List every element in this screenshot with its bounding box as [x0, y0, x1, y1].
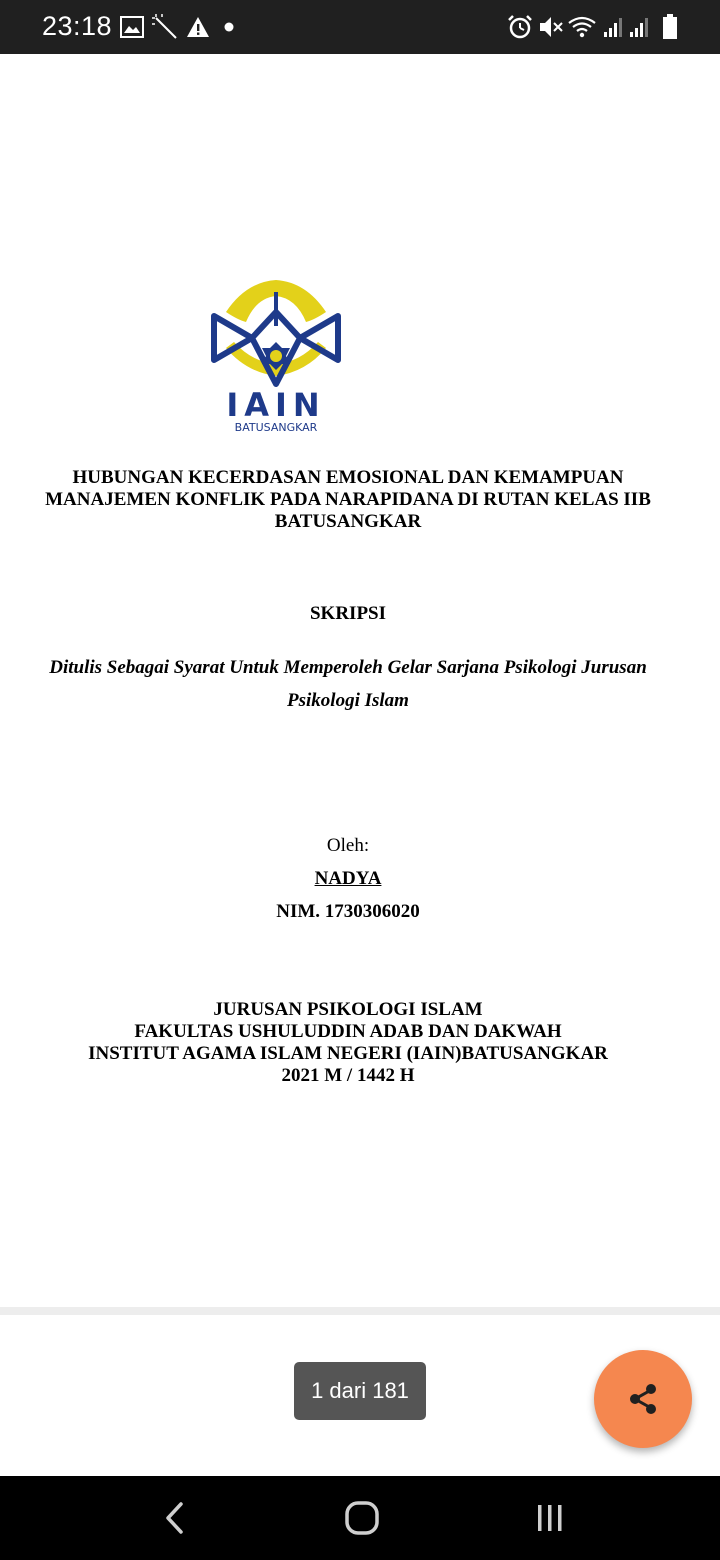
institution-line: 2021 M / 1442 H	[281, 1065, 415, 1086]
signal-icon	[629, 16, 651, 38]
institution-line: INSTITUT AGAMA ISLAM NEGERI (IAIN)BATUSANGKAR	[88, 1043, 608, 1064]
institution-line: JURUSAN PSIKOLOGI ISLAM	[213, 999, 483, 1020]
title-line: HUBUNGAN KECERDASAN EMOSIONAL DAN KEMAMPUAN	[72, 467, 624, 488]
institution-line: FAKULTAS USHULUDDIN ADAB DAN DAKWAH	[134, 1021, 562, 1042]
logo-acronym: IAIN	[226, 386, 326, 424]
institution-block	[0, 999, 696, 1087]
title-line: BATUSANGKAR	[274, 511, 422, 532]
signal-icon	[603, 16, 625, 38]
thesis-purpose	[20, 651, 676, 717]
magic-wand-icon	[152, 14, 178, 40]
purpose-line: Ditulis Sebagai Syarat Untuk Memperoleh Gelar Sarjana Psikologi Jurusan	[49, 657, 647, 678]
status-bar	[0, 0, 720, 54]
purpose-line: Psikologi Islam	[287, 690, 409, 711]
author-name: NADYA	[314, 868, 382, 889]
nav-back-button[interactable]	[115, 1476, 235, 1560]
wifi-icon	[567, 14, 597, 40]
share-button[interactable]	[594, 1350, 692, 1448]
page-divider	[0, 1307, 720, 1315]
iain-logo	[196, 272, 356, 444]
nav-home-button[interactable]	[302, 1476, 422, 1560]
home-icon	[344, 1500, 380, 1536]
nav-recents-button[interactable]	[490, 1476, 610, 1560]
status-time: 23:18	[42, 11, 113, 41]
battery-icon	[662, 14, 678, 40]
back-icon	[163, 1500, 187, 1536]
thesis-title	[20, 467, 676, 533]
page-indicator: 1 dari 181	[294, 1362, 426, 1420]
title-line: MANAJEMEN KONFLIK PADA NARAPIDANA DI RUTAN KELAS IIB	[45, 489, 651, 510]
document-page[interactable]	[0, 54, 720, 1308]
image-icon	[120, 16, 144, 38]
alarm-icon	[507, 14, 533, 40]
share-icon	[626, 1382, 660, 1416]
dot-icon	[224, 22, 234, 32]
student-id: NIM. 1730306020	[276, 901, 420, 922]
by-label: Oleh:	[326, 835, 370, 856]
recents-icon	[534, 1502, 566, 1534]
warning-icon	[186, 16, 210, 38]
mute-icon	[538, 14, 564, 40]
logo-subtitle: BATUSANGKAR	[234, 421, 318, 434]
document-type: SKRIPSI	[309, 603, 387, 624]
navigation-bar	[0, 1476, 720, 1560]
